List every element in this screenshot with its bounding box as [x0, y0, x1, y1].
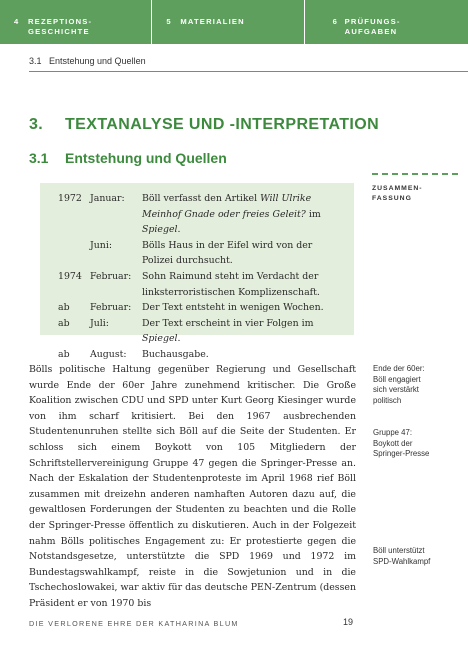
timeline-row — [58, 269, 354, 300]
margin-note-line: Gruppe 47: — [373, 428, 413, 437]
margin-note-line: Ende der 60er: — [373, 364, 425, 373]
section-number: 3.1 — [29, 150, 49, 166]
timeline-month: Juli: — [90, 317, 109, 329]
timeline-event — [142, 347, 342, 363]
chapter-heading — [29, 116, 379, 134]
summary-label-line1: ZUSAMMEN- — [372, 185, 423, 192]
margin-note — [373, 428, 459, 460]
event-title: Will Ulrike Meinhof Gnade oder freies Geleit? — [142, 193, 312, 220]
event-text: . — [177, 224, 181, 236]
timeline-month: Februar: — [90, 270, 132, 282]
event-text: Der Text erscheint in vier Folgen im — [142, 317, 314, 329]
event-text: . — [177, 333, 181, 345]
timeline-row — [58, 347, 354, 363]
event-text: Sohn Raimund steht im Verdacht der linksterroristischen Komplizenschaft. — [142, 270, 320, 298]
timeline-year — [58, 238, 90, 269]
body-paragraph: Bölls politische Haltung gegenüber Regierung und Gesellschaft wurde Ende der 60er Jahre zunehmend kritischer. Die Große Koalition zwischen CDU und SPD unter Kurt Georg Kiesinger wurde von ihm scharf kritisiert. Bei den 1967 ausbrechenden Studentenunruhen stellte sich Böll auf die Seite der Studenten. Er schloss sich einem Boykott von 105 Mitgliedern der Schriftstellervereinigung Gruppe 47 gegen die Springer-Presse an. Nach der Eskalation der Studentenproteste im April 1968 rief Böll zusammen mit dreizehn anderen namhaften Autoren dazu auf, die gewaltlosen Forderungen der Studenten zu beachten und die Rolle der Springer-Presse öffentlich zu diskutieren. Auch in der Folgezeit nahm Bölls politisches Engagement zu: Er protestierte gegen die Notstandsgesetze, unterstützte die SPD 1969 und 1972 im Bundestagswahlkampf, reiste in die Sowjetunion und in die Tschechoslowakei, war aktiv für das deutsche PEN-Zentrum (dessen Präsident er von 1970 bis — [29, 364, 356, 609]
event-text: Buchausgabe. — [142, 348, 209, 360]
tab-label-line1: MATERIALIEN — [180, 17, 245, 26]
summary-dashed-rule — [372, 173, 458, 175]
timeline-event — [142, 269, 342, 300]
timeline-row — [58, 316, 354, 347]
event-text: Der Text entsteht in wenigen Wochen. — [142, 302, 324, 314]
timeline-year: 1972 — [58, 193, 82, 204]
margin-note — [373, 546, 459, 567]
event-text: Böll verfasst den Artikel — [142, 193, 261, 204]
summary-box — [40, 183, 354, 360]
header-divider — [29, 71, 468, 72]
timeline-year: ab — [58, 317, 70, 329]
timeline-month: Januar: — [90, 193, 125, 204]
timeline-row — [58, 300, 354, 316]
timeline-row — [58, 191, 354, 238]
page-number: 19 — [343, 617, 354, 627]
event-publication: Spiegel — [142, 333, 178, 345]
margin-note-line: politisch — [373, 395, 402, 405]
margin-note-line: sich verstärkt — [373, 385, 419, 395]
timeline-row — [58, 238, 354, 269]
margin-note-line: Böll engagiert — [373, 374, 421, 384]
timeline-year: ab — [58, 302, 70, 314]
timeline-month: Februar: — [90, 302, 132, 314]
tab-number: 6 — [332, 17, 339, 26]
tab-label-line2: GESCHICHTE — [28, 27, 90, 36]
timeline-year: ab — [58, 348, 70, 360]
tab-number: 4 — [14, 17, 20, 26]
margin-note-line: Boykott der — [373, 438, 413, 448]
tab-pruefungsaufgaben[interactable] — [304, 0, 468, 44]
tab-rezeptionsgeschichte[interactable] — [0, 0, 151, 44]
footer-book-title: DIE VERLORENE EHRE DER KATHARINA BLUM — [29, 619, 239, 628]
header-tabs — [0, 0, 468, 44]
timeline-event — [142, 300, 342, 316]
summary-label — [372, 173, 458, 204]
tab-materialien[interactable] — [151, 0, 303, 44]
margin-note — [373, 364, 459, 406]
summary-label-line2: FASSUNG — [372, 195, 412, 202]
tab-label-line2: AUFGABEN — [344, 27, 398, 36]
margin-note-line: SPD-Wahlkampf — [373, 556, 431, 566]
breadcrumb — [29, 56, 146, 66]
event-text: im — [305, 208, 321, 220]
breadcrumb-number: 3.1 — [29, 56, 42, 66]
chapter-title: TEXTANALYSE UND -INTERPRETATION — [65, 116, 380, 133]
tab-label-line1: REZEPTIONS- — [28, 17, 93, 26]
timeline-month: August: — [90, 348, 127, 360]
timeline-event — [142, 238, 342, 269]
tab-number: 5 — [166, 17, 172, 26]
event-publication: Spiegel — [142, 224, 178, 236]
timeline-month: Juni: — [90, 239, 112, 251]
chapter-number: 3. — [29, 116, 44, 133]
timeline-year: 1974 — [58, 270, 82, 282]
section-heading — [29, 150, 227, 166]
section-title: Entstehung und Quellen — [65, 150, 227, 166]
margin-note-line: Böll unterstützt — [373, 546, 425, 555]
breadcrumb-title: Entstehung und Quellen — [49, 56, 146, 66]
timeline-event — [142, 191, 342, 238]
event-text: Bölls Haus in der Eifel wird von der Polizei durchsucht. — [142, 239, 313, 267]
margin-note-line: Springer-Presse — [373, 449, 430, 459]
timeline-event — [142, 316, 342, 347]
tab-label-line1: PRÜFUNGS- — [344, 17, 401, 26]
